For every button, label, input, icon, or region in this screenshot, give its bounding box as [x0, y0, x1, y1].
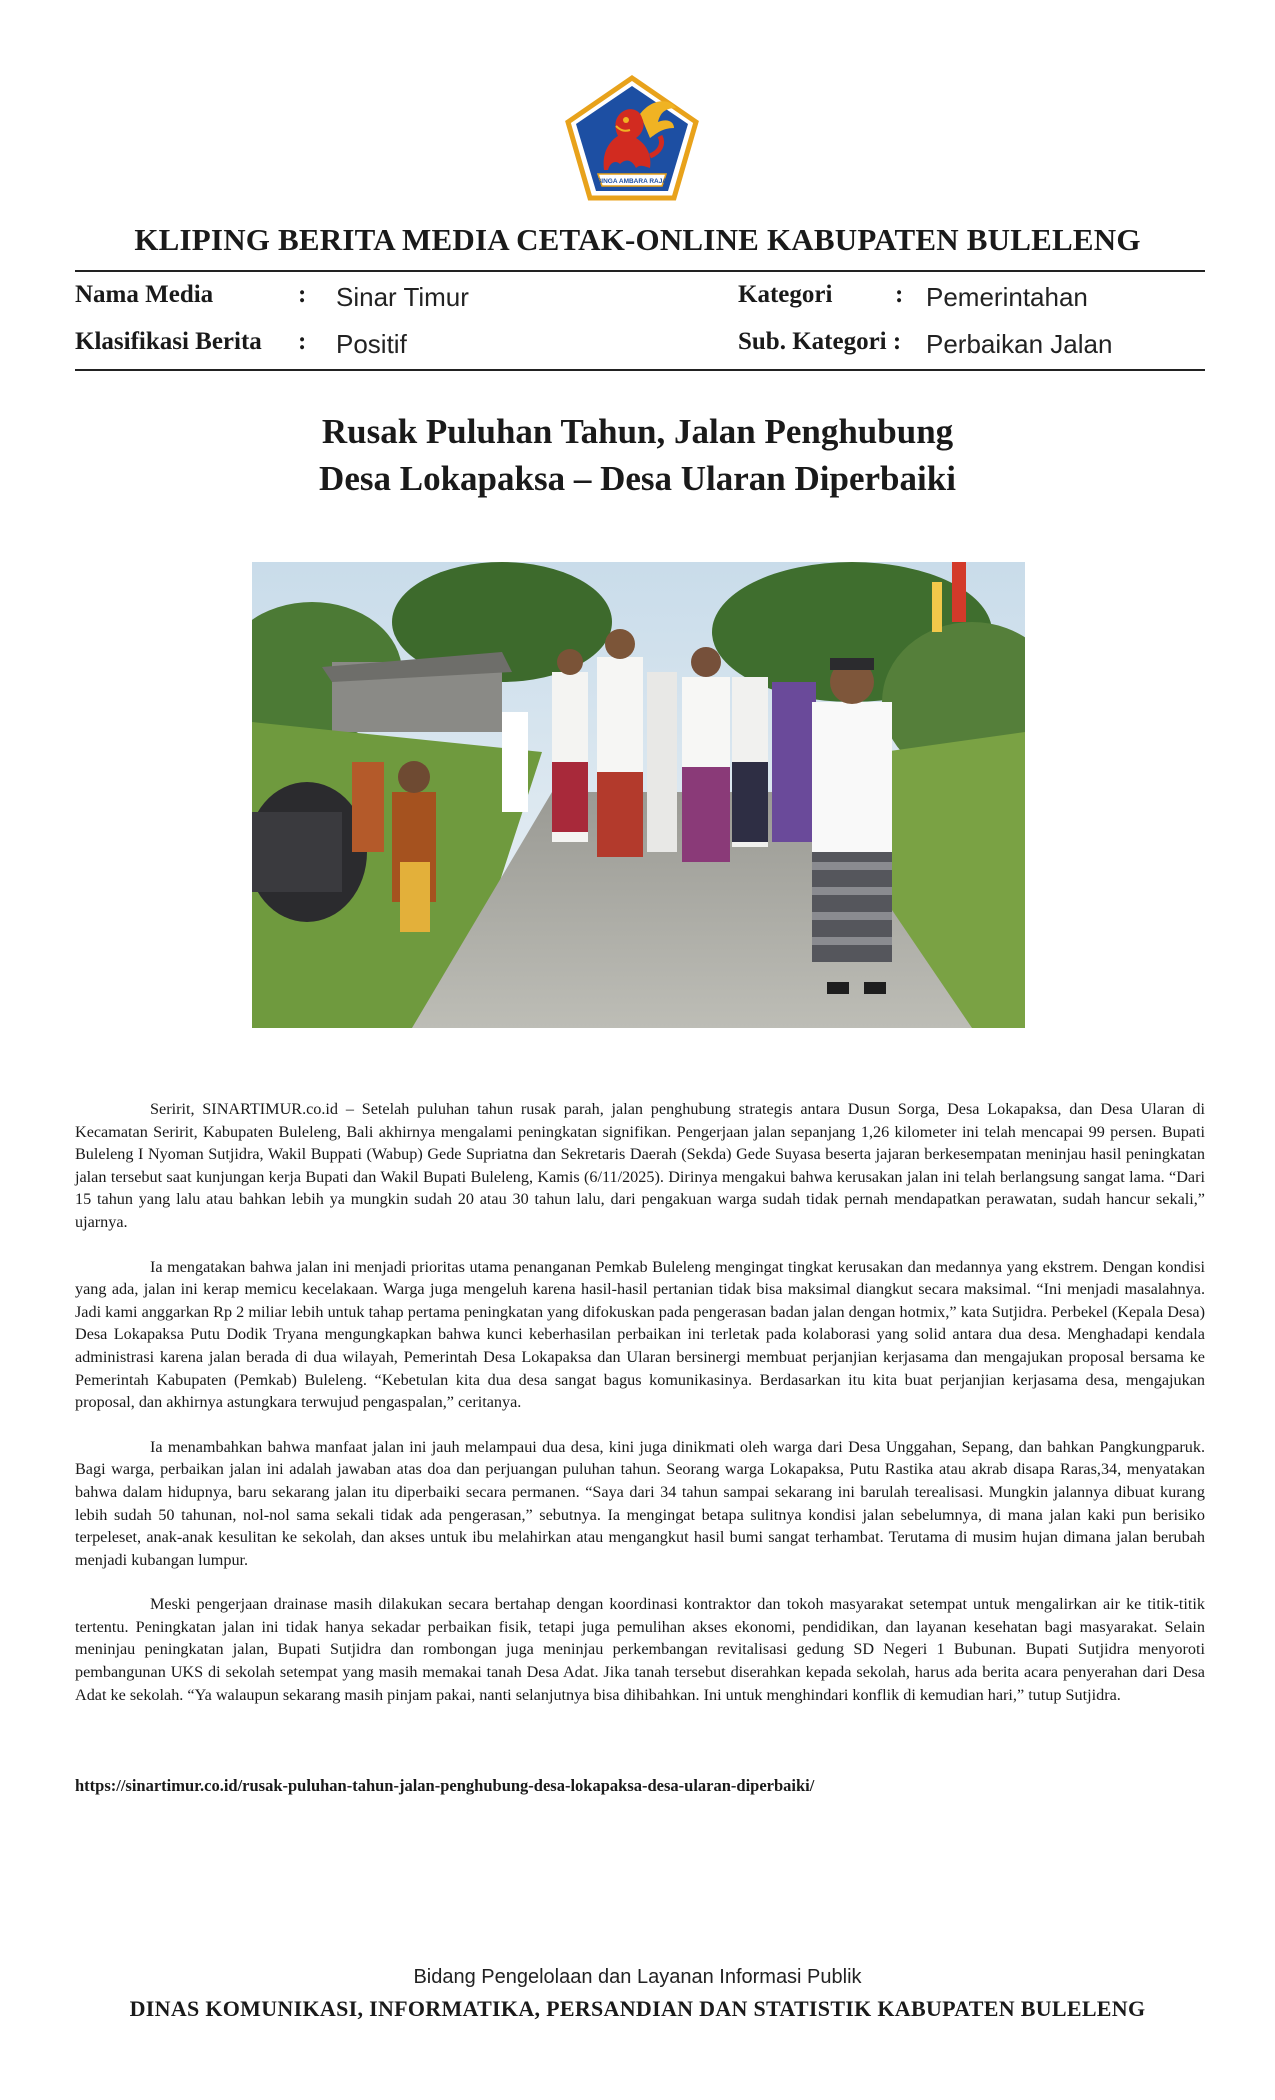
sub-kategori-value: Perbaikan Jalan: [926, 329, 1113, 359]
article-paragraph: Ia menambahkan bahwa manfaat jalan ini jauh melampaui dua desa, kini juga dinikmati oleh warga dari Desa Unggahan, Sepang, dan bahkan Pangkungparuk. Bagi warga, perbaikan jalan ini adalah jawaban atas doa dan perjuangan puluhan tahun. Seorang warga Lokapaksa, Putu Rastika atau akrab disapa Raras,34, menyatakan bahwa dalam hidupnya, baru sekarang jalan itu diperbaiki secara permanen. “Saya dari 34 tahun sampai sekarang ini barulah terealisasi. Mungkin jalannya dibuat kurang lebih sudah 50 tahunan, nol-nol sama sekali tidak ada pengerasan,” sebutnya. Ia mengingat betapa sulitnya kondisi jalan sebelumnya, di mana jalan kaki pun berisiko terpeleset, anak-anak kesulitan ke sekolah, dan akses untuk ibu melahirkan atau mengangkut hasil bumi sangat terhambat. Terutama di musim hujan dimana jalan berubah menjadi kubangan lumpur.: [75, 1437, 1205, 1569]
footer-department: Bidang Pengelolaan dan Layanan Informasi Publik: [413, 1966, 862, 1988]
headline-line-1: Rusak Puluhan Tahun, Jalan Penghubung: [321, 412, 954, 451]
lion-emblem-icon: [564, 74, 700, 202]
divider-top: [75, 270, 1205, 272]
divider-bottom: [75, 369, 1205, 371]
news-photo-icon: [252, 562, 1025, 1028]
buleleng-logo: [564, 74, 700, 202]
klasifikasi-label: Klasifikasi Berita: [75, 328, 262, 355]
nama-media-value: Sinar Timur: [336, 282, 469, 312]
headline-line-2: Desa Lokapaksa – Desa Ularan Diperbaiki: [319, 459, 956, 498]
article-paragraph: Seririt, SINARTIMUR.co.id – Setelah puluhan tahun rusak parah, jalan penghubung strategis antara Dusun Sorga, Desa Lokapaksa, dan Desa Ularan di Kecamatan Seririt, Kabupaten Buleleng, Bali akhirnya mengalami peningkatan signifikan. Pengerjaan jalan sepanjang 1,26 kilometer ini telah mencapai 99 persen. Bupati Buleleng I Nyoman Sutjidra, Wakil Buppati (Wabup) Gede Supriatna dan Sekretaris Daerah (Sekda) Gede Suyasa beserta jajaran berkesempatan meninjau hasil peningkatan jalan tersebut saat kunjungan kerja Bupati dan Wakil Bupati Buleleng, Kamis (6/11/2025). Dirinya mengakui bahwa kerusakan jalan ini telah berlangsung sangat lama. “Dari 15 tahun yang lalu atau bahkan lebih ya mungkin sudah 20 atau 30 tahun lalu, dari pengakuan warga sudah tidak pernah mendapatkan perawatan, sudah hancur sekali,” ujarnya.: [75, 1100, 1205, 1231]
kategori-value: Pemerintahan: [926, 282, 1088, 312]
article-paragraph: Meski pengerjaan drainase masih dilakukan secara bertahap dengan koordinasi kontraktor dan tokoh masyarakat setempat untuk mengalirkan air ke titik-titik tertentu. Peningkatan jalan ini tidak hanya sekadar perbaikan fisik, tetapi juga pemulihan akses ekonomi, pendidikan, dan layanan kesehatan bagi masyarakat. Selain meninjau peningkatan jalan, Bupati Sutjidra dan rombongan juga meninjau perkembangan revitalisasi gedung SD Negeri 1 Bubunan. Bupati Sutjidra menyoroti pembangunan UKS di sekolah setempat yang masih memakai tanah Desa Adat. Jika tanah tersebut diserahkan kepada sekolah, harus ada berita acara penyerahan dari Desa Adat ke sekolah. “Ya walaupun sekarang masih pinjam pakai, nanti selanjutnya bisa dihibahkan. Ini untuk menghindari konflik di kemudian hari,” tutup Sutjidra.: [75, 1595, 1205, 1704]
article-paragraph: Ia mengatakan bahwa jalan ini menjadi prioritas utama penanganan Pemkab Buleleng mengingat tingkat kerusakan dan medannya yang ekstrem. Dengan kondisi yang ada, jalan ini kerap memicu kecelakaan. Warga juga mengeluh karena hasil-hasil pertanian tidak bisa maksimal diangkut secara maksimal. “Ini menjadi masalahnya. Jadi kami anggarkan Rp 2 miliar lebih untuk tahap pertama peningkatan yang difokuskan pada pengerasan badan jalan dengan hotmix,” kata Sutjidra. Perbekel (Kepala Desa) Desa Lokapaksa Putu Dodik Tryana mengungkapkan bahwa kunci keberhasilan perbaikan ini terletak pada kolaborasi yang solid antara dua desa. Menghadapi kendala administrasi karena jalan berada di dua wilayah, Pemerintah Desa Lokapaksa dan Ularan bersinergi membuat perjanjian kerjasama dan mengajukan proposal bersama ke Pemerintah Kabupaten (Pemkab) Buleleng. “Kebetulan kita dua desa sangat bagus komunikasinya. Berdasarkan itu kita buat perjanjian kerjasama desa, mengajukan proposal, dan akhirnya astungkara terwujud pengaspalan,” ceritanya.: [75, 1257, 1205, 1412]
sub-kategori-label: Sub. Kategori :: [738, 328, 902, 355]
article-headline: [0, 408, 1275, 502]
nama-media-label: Nama Media: [75, 281, 214, 308]
kategori-colon: :: [895, 281, 904, 308]
logo-caption: SINGA AMBARA RAJA: [596, 178, 668, 185]
page-title: KLIPING BERITA MEDIA CETAK-ONLINE KABUPATEN BULELENG: [134, 222, 1141, 257]
kategori-label: Kategori: [738, 281, 833, 308]
footer-agency: DINAS KOMUNIKASI, INFORMATIKA, PERSANDIAN DAN STATISTIK KABUPATEN BULELENG: [129, 1996, 1146, 2021]
article-body: [75, 1098, 1205, 1728]
article-photo: [252, 562, 1025, 1028]
klasifikasi-colon: :: [298, 328, 307, 355]
klasifikasi-value: Positif: [336, 329, 407, 359]
source-url: https://sinartimur.co.id/rusak-puluhan-tahun-jalan-penghubung-desa-lokapaksa-desa-ularan-diperbaiki/: [75, 1776, 815, 1795]
nama-media-colon: :: [298, 281, 307, 308]
